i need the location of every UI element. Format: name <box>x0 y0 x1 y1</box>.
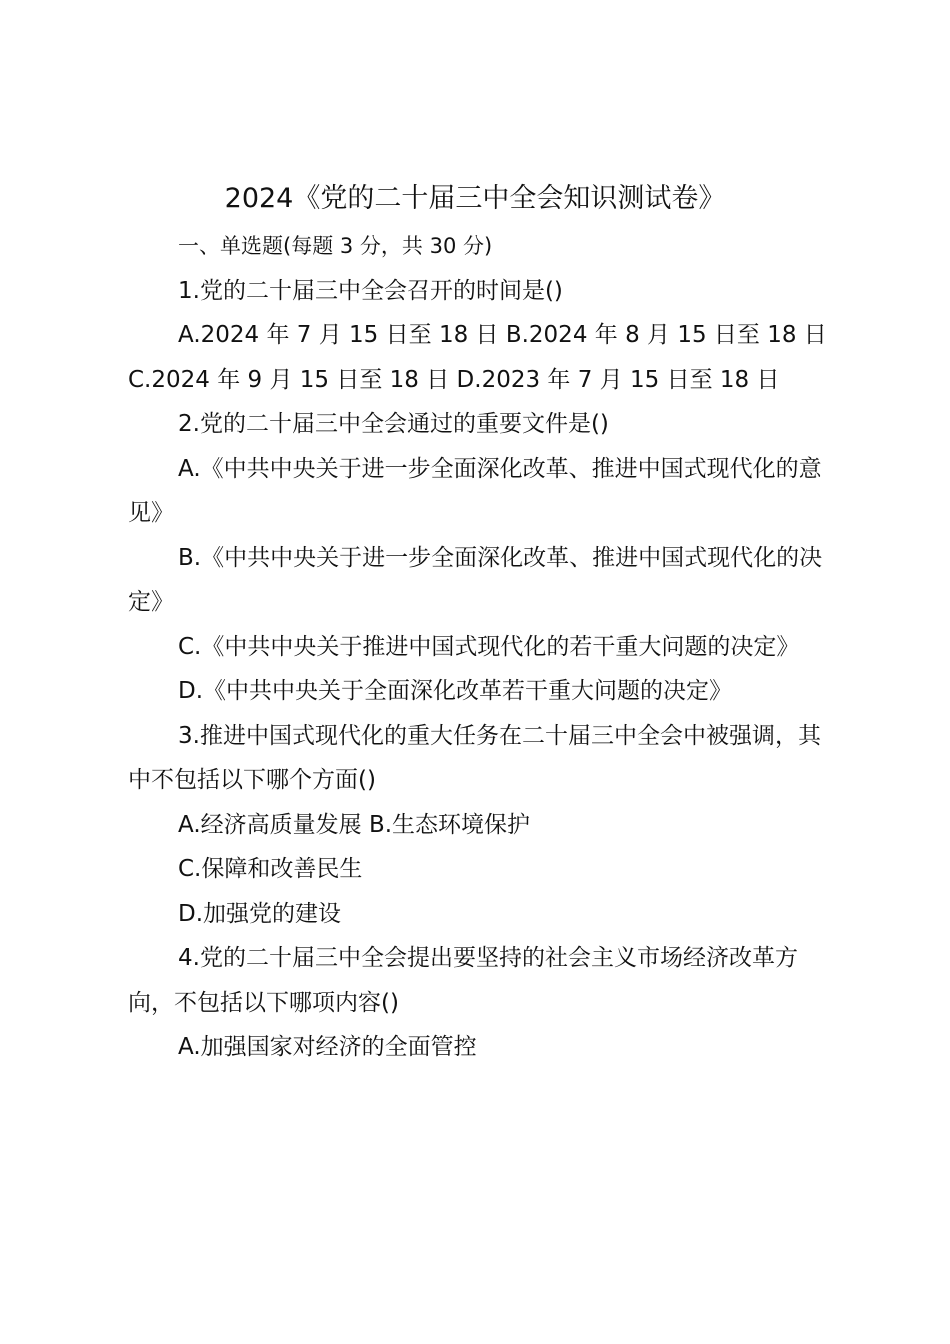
question-1-options: A.2024 年 7 月 15 日至 18 日 B.2024 年 8 月 15 日至 18 日 C.2024 年 9 月 15 日至 18 日 D.2023 年 7 月 15 日至 18 日 <box>128 322 827 393</box>
document-body <box>128 224 828 1070</box>
document-title: 2024《党的二十届三中全会知识测试卷》 <box>224 183 726 214</box>
section-heading: 一、单选题(每题 3 分，共 30 分) <box>178 234 493 258</box>
question-1-stem: 1.党的二十届三中全会召开的时间是() <box>178 277 563 304</box>
question-3-option-d: D.加强党的建设 <box>178 900 342 927</box>
question-4-stem: 4.党的二十届三中全会提出要坚持的社会主义市场经济改革方向，不包括以下哪项内容() <box>128 945 798 1016</box>
question-2-stem: 2.党的二十届三中全会通过的重要文件是() <box>178 411 609 437</box>
question-4-option-a: A.加强国家对经济的全面管控 <box>178 1034 477 1060</box>
question-3-option-ab: A.经济高质量发展 B.生态环境保护 <box>178 811 531 838</box>
question-3-stem: 3.推进中国式现代化的重大任务在二十届三中全会中被强调，其中不包括以下哪个方面() <box>128 722 821 793</box>
question-2-option-a: A.《中共中央关于进一步全面深化改革、推进中国式现代化的意见》 <box>128 455 822 526</box>
question-2-option-c: C.《中共中央关于推进中国式现代化的若干重大问题的决定》 <box>178 633 800 660</box>
question-2-option-d: D.《中共中央关于全面深化改革若干重大问题的决定》 <box>178 678 733 704</box>
question-2-option-b: B.《中共中央关于进一步全面深化改革、推进中国式现代化的决定》 <box>128 544 823 615</box>
question-3-option-c: C.保障和改善民生 <box>178 856 363 882</box>
